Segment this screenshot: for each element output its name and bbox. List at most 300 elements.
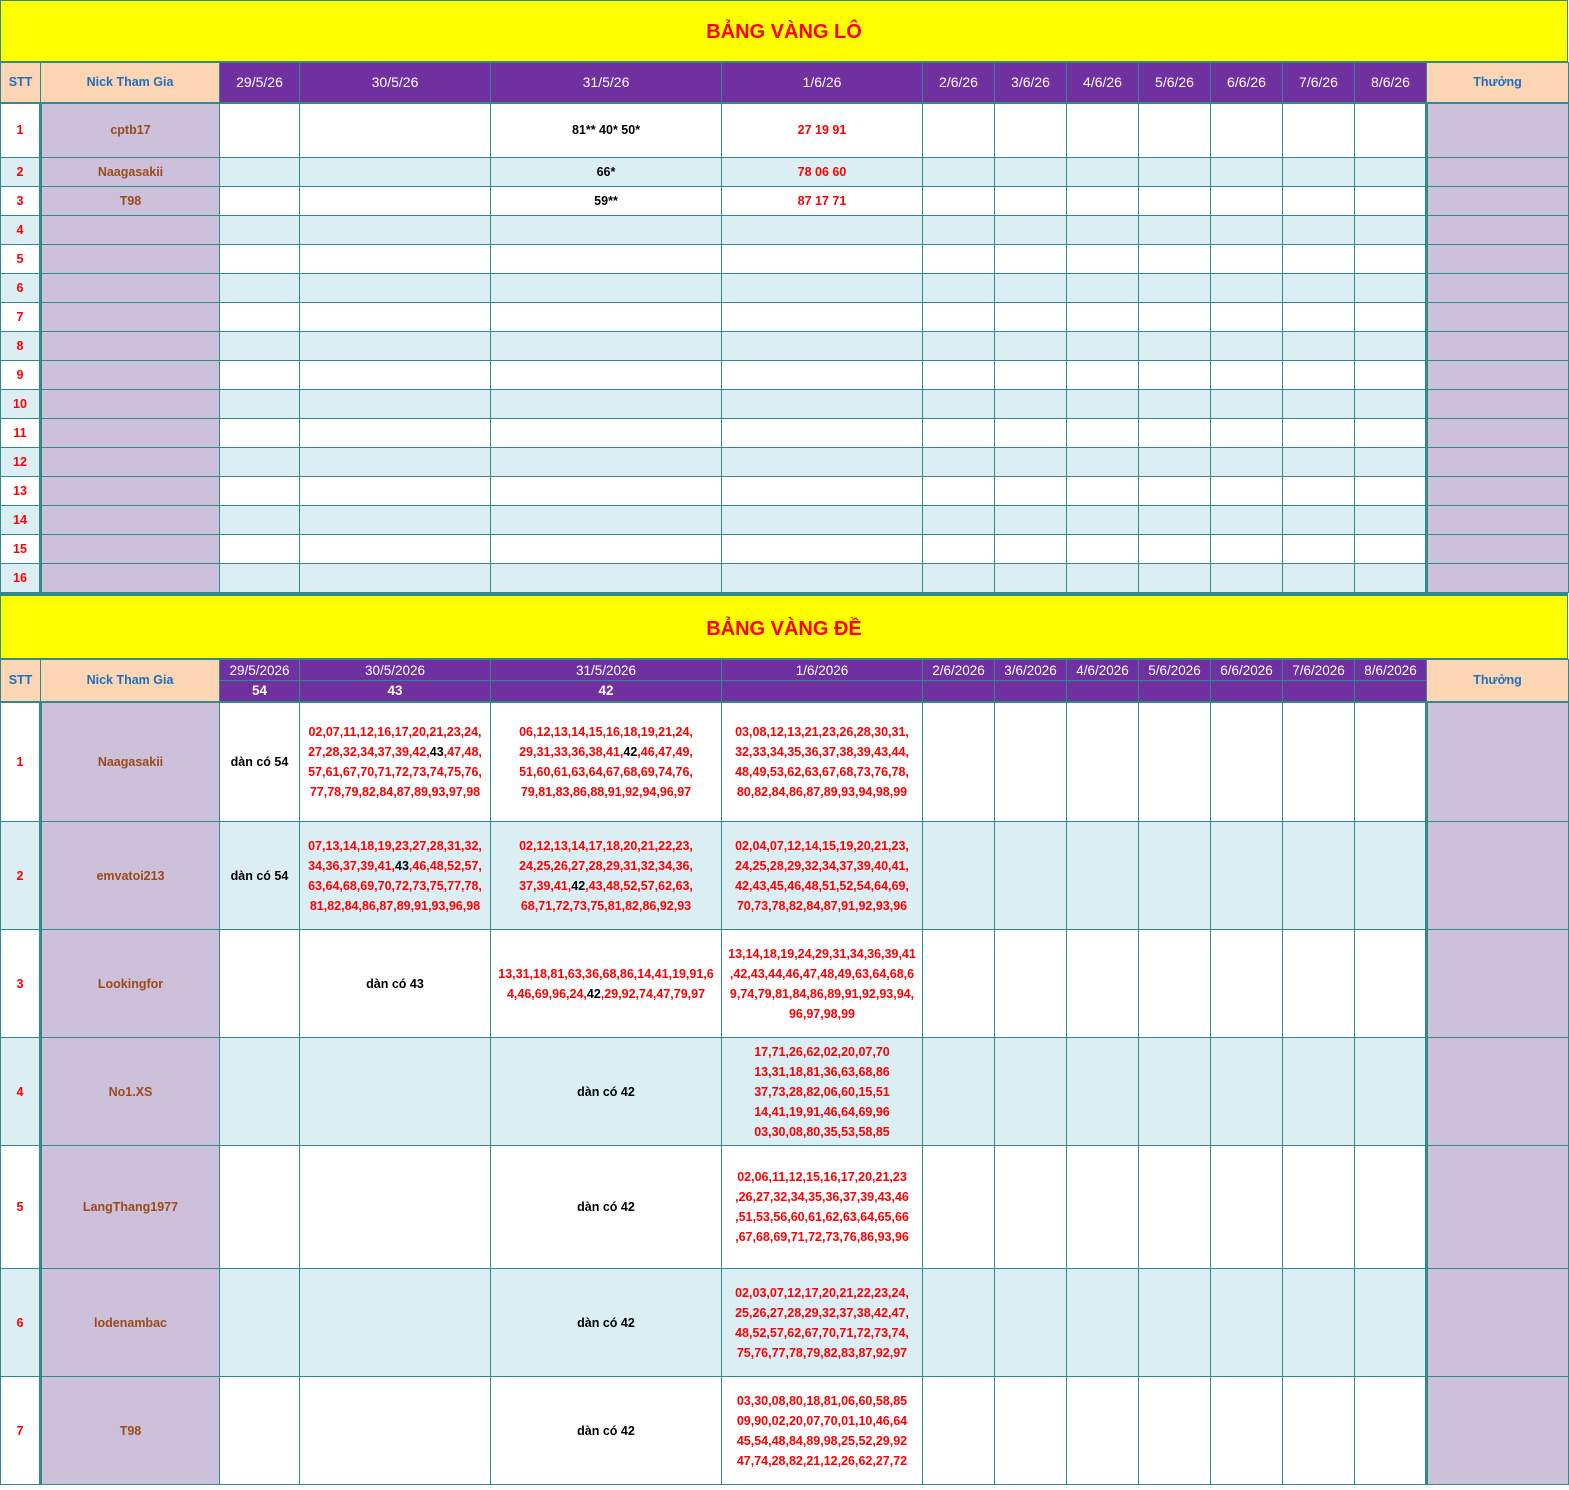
lo-cell-30-5 <box>300 303 491 332</box>
lo-cell-empty <box>1355 419 1427 448</box>
number-segment: 09,90,02,20,07,70,01,10,46,64 <box>736 1413 908 1428</box>
de-cell-30-5 <box>300 1377 491 1485</box>
lo-prize-cell <box>1427 535 1569 564</box>
lo-nick-cell: T98 <box>41 187 220 216</box>
number-segment: 03,08,12,13,21,23,26,28,30,31, <box>735 724 909 739</box>
number-segment: 70,73,78,82,84,87,91,92,93,96 <box>736 898 908 913</box>
lo-header-date: 5/6/26 <box>1139 63 1211 103</box>
lo-cell-empty <box>995 361 1067 390</box>
number-segment: 14,41,19,91,46,64,69,96 <box>754 1104 890 1119</box>
de-header-date: 30/5/2026 <box>300 660 491 681</box>
number-line <box>722 836 922 856</box>
hit-number: 43 <box>429 744 444 759</box>
lo-nick-cell <box>41 390 220 419</box>
de-header-row <box>1 660 1569 681</box>
number-line <box>722 1303 922 1323</box>
de-header-date: 5/6/2026 <box>1139 660 1211 681</box>
de-cell-empty <box>1211 1038 1283 1146</box>
lo-cell-empty <box>1211 216 1283 245</box>
number-line <box>491 984 721 1004</box>
number-list <box>300 836 490 916</box>
number-line <box>722 1227 922 1247</box>
lo-row <box>1 158 1569 187</box>
lo-cell-empty <box>1355 303 1427 332</box>
lo-cell-30-5 <box>300 564 491 593</box>
lo-cell-31-5 <box>491 361 722 390</box>
lo-prize-cell <box>1427 506 1569 535</box>
lo-cell-empty <box>1355 535 1427 564</box>
number-list <box>300 722 490 802</box>
de-header-date: 29/5/2026 <box>220 660 300 681</box>
lo-cell-empty <box>1067 245 1139 274</box>
de-cell-empty <box>1283 1269 1355 1377</box>
lo-cell-empty <box>1067 419 1139 448</box>
de-prize-cell <box>1427 1146 1569 1269</box>
number-line <box>722 984 922 1004</box>
de-cell-empty <box>1139 822 1211 930</box>
lo-cell-empty <box>923 390 995 419</box>
number-line <box>722 722 922 742</box>
lo-cell-30-5 <box>300 274 491 303</box>
de-cell-empty <box>1067 702 1139 822</box>
lo-title: BẢNG VÀNG LÔ <box>0 0 1568 62</box>
lo-cell-1-6 <box>722 274 923 303</box>
lo-cell-empty <box>1211 361 1283 390</box>
hit-number: 42 <box>571 878 586 893</box>
lo-cell-empty <box>1283 477 1355 506</box>
de-header-prize: Thưởng <box>1427 660 1569 702</box>
lo-cell-empty <box>1139 506 1211 535</box>
lo-header-date: 7/6/26 <box>1283 63 1355 103</box>
de-result-row <box>1 681 1569 702</box>
de-stt-cell: 6 <box>1 1269 41 1377</box>
number-list <box>722 722 922 802</box>
lo-cell-empty <box>923 477 995 506</box>
de-cell-1-6 <box>722 1038 923 1146</box>
number-list <box>722 1283 922 1363</box>
lo-cell-29-5 <box>220 419 300 448</box>
lo-cell-empty <box>1139 390 1211 419</box>
de-stt-cell: 3 <box>1 930 41 1038</box>
de-result: 54 <box>220 681 300 702</box>
de-cell-30-5 <box>300 702 491 822</box>
number-line <box>722 782 922 802</box>
lo-cell-empty <box>1283 419 1355 448</box>
lo-prize-cell <box>1427 187 1569 216</box>
lo-header-nick: Nick Tham Gia <box>41 63 220 103</box>
lo-cell-30-5 <box>300 390 491 419</box>
number-segment: ,46,47,49, <box>637 744 693 759</box>
number-segment: 9,74,79,81,84,86,89,91,92,93,94, <box>729 986 915 1001</box>
lo-cell-empty <box>923 419 995 448</box>
de-result <box>1139 681 1211 702</box>
lo-nick-cell <box>41 535 220 564</box>
de-cell-empty <box>1355 1269 1427 1377</box>
lo-cell-empty <box>1139 448 1211 477</box>
lo-row <box>1 535 1569 564</box>
number-segment: 81,82,84,86,87,89,91,93,96,98 <box>309 898 481 913</box>
lo-cell-empty <box>1211 506 1283 535</box>
lo-cell-empty <box>923 103 995 158</box>
number-segment: 34,36,37,39,41, <box>308 858 395 873</box>
lo-cell-29-5 <box>220 216 300 245</box>
lo-prize-cell <box>1427 448 1569 477</box>
number-line <box>722 896 922 916</box>
lo-cell-1-6 <box>722 245 923 274</box>
de-result <box>995 681 1067 702</box>
de-cell-empty <box>995 1269 1067 1377</box>
de-cell-empty <box>995 1146 1067 1269</box>
number-segment: 03,30,08,80,35,53,58,85 <box>754 1124 890 1139</box>
number-line <box>722 1343 922 1363</box>
lo-cell-29-5 <box>220 332 300 361</box>
lo-cell-empty <box>1283 506 1355 535</box>
lo-stt-cell: 10 <box>1 390 41 419</box>
lo-header-date: 29/5/26 <box>220 63 300 103</box>
de-stt-cell: 7 <box>1 1377 41 1485</box>
number-segment: 75,76,77,78,79,82,83,87,92,97 <box>736 1345 908 1360</box>
lo-cell-empty <box>1139 103 1211 158</box>
lo-prize-cell <box>1427 103 1569 158</box>
number-segment: 03,30,08,80,18,81,06,60,58,85 <box>736 1393 908 1408</box>
number-segment: 48,49,53,62,63,67,68,73,76,78, <box>735 764 909 779</box>
de-cell-empty <box>923 1146 995 1269</box>
number-segment: ,26,27,32,34,35,36,37,39,43,46 <box>735 1190 909 1204</box>
lo-cell-empty <box>1283 448 1355 477</box>
de-cell-30-5 <box>300 1146 491 1269</box>
de-result <box>1355 681 1427 702</box>
number-line <box>722 1391 922 1411</box>
lo-stt-cell: 5 <box>1 245 41 274</box>
de-header-nick: Nick Tham Gia <box>41 660 220 702</box>
number-line <box>722 742 922 762</box>
de-cell-empty <box>1067 1038 1139 1146</box>
de-cell-29-5 <box>220 1269 300 1377</box>
lo-row <box>1 303 1569 332</box>
de-prize-cell <box>1427 1377 1569 1485</box>
lo-cell-empty <box>995 332 1067 361</box>
lo-cell-empty <box>1139 535 1211 564</box>
de-cell-empty <box>923 930 995 1038</box>
de-row <box>1 1038 1569 1146</box>
de-cell-empty <box>1139 1038 1211 1146</box>
number-line <box>722 1431 922 1451</box>
number-line <box>491 762 721 782</box>
de-cell-31-5 <box>491 930 722 1038</box>
lo-cell-empty <box>995 303 1067 332</box>
lo-cell-empty <box>1283 274 1355 303</box>
lo-cell-31-5 <box>491 303 722 332</box>
lo-cell-29-5 <box>220 390 300 419</box>
lo-cell-empty <box>1211 332 1283 361</box>
lo-cell-empty <box>995 448 1067 477</box>
lo-header-prize: Thưởng <box>1427 63 1569 103</box>
de-result <box>1283 681 1355 702</box>
lo-cell-empty <box>995 506 1067 535</box>
lo-prize-cell <box>1427 216 1569 245</box>
lo-prize-cell <box>1427 361 1569 390</box>
lo-cell-empty <box>1211 390 1283 419</box>
de-cell-empty <box>923 1269 995 1377</box>
lo-stt-cell: 1 <box>1 103 41 158</box>
lo-cell-31-5 <box>491 448 722 477</box>
number-line <box>491 722 721 742</box>
de-cell-empty <box>1211 1269 1283 1377</box>
lo-cell-30-5 <box>300 245 491 274</box>
lo-cell-empty <box>1355 361 1427 390</box>
de-cell-empty <box>1283 1377 1355 1485</box>
lo-nick-cell <box>41 477 220 506</box>
lo-cell-1-6: 78 06 60 <box>722 158 923 187</box>
lo-cell-empty <box>1355 103 1427 158</box>
number-list <box>722 1042 922 1142</box>
lo-nick-cell <box>41 303 220 332</box>
de-cell-1-6 <box>722 930 923 1038</box>
lo-prize-cell <box>1427 245 1569 274</box>
de-stt-cell: 2 <box>1 822 41 930</box>
de-cell-empty <box>1355 1377 1427 1485</box>
lo-cell-empty <box>1211 245 1283 274</box>
lo-cell-30-5 <box>300 187 491 216</box>
lo-cell-empty <box>1067 477 1139 506</box>
de-nick-cell: Lookingfor <box>41 930 220 1038</box>
de-cell-empty <box>1067 1146 1139 1269</box>
de-cell-empty <box>1139 1269 1211 1377</box>
number-line <box>491 896 721 916</box>
lo-header-date: 31/5/26 <box>491 63 722 103</box>
number-line <box>722 1122 922 1142</box>
lo-cell-empty <box>1067 506 1139 535</box>
number-segment: ,43,48,52,57,62,63, <box>585 878 693 893</box>
de-prize-cell <box>1427 822 1569 930</box>
number-list <box>491 964 721 1004</box>
number-line <box>722 1451 922 1471</box>
lo-cell-empty <box>1211 103 1283 158</box>
number-line <box>722 856 922 876</box>
lo-row <box>1 506 1569 535</box>
lo-cell-empty <box>1211 448 1283 477</box>
de-cell-empty <box>995 1377 1067 1485</box>
de-cell-empty <box>1355 1146 1427 1269</box>
de-cell-1-6 <box>722 1377 923 1485</box>
de-cell-empty <box>1139 1377 1211 1485</box>
number-line <box>722 1411 922 1431</box>
number-segment: 80,82,84,86,87,89,93,94,98,99 <box>736 784 908 799</box>
de-cell-31-5: dàn có 42 <box>491 1038 722 1146</box>
de-cell-empty <box>1355 930 1427 1038</box>
de-row <box>1 930 1569 1038</box>
de-row <box>1 1269 1569 1377</box>
lo-cell-1-6 <box>722 448 923 477</box>
lo-cell-31-5 <box>491 506 722 535</box>
de-cell-empty <box>1283 702 1355 822</box>
lo-cell-empty <box>1139 158 1211 187</box>
number-segment: 48,52,57,62,67,70,71,72,73,74, <box>735 1325 909 1340</box>
de-result <box>1211 681 1283 702</box>
de-cell-empty <box>923 1038 995 1146</box>
lo-header-date: 3/6/26 <box>995 63 1067 103</box>
lo-cell-empty <box>1139 332 1211 361</box>
number-line <box>491 856 721 876</box>
lo-row <box>1 245 1569 274</box>
de-cell-empty <box>1139 702 1211 822</box>
lo-stt-cell: 3 <box>1 187 41 216</box>
de-header-date: 7/6/2026 <box>1283 660 1355 681</box>
de-nick-cell: T98 <box>41 1377 220 1485</box>
lo-nick-cell: cptb17 <box>41 103 220 158</box>
lo-nick-cell <box>41 506 220 535</box>
de-cell-1-6 <box>722 702 923 822</box>
lo-cell-empty <box>1355 158 1427 187</box>
de-cell-29-5: dàn có 54 <box>220 702 300 822</box>
lo-row <box>1 419 1569 448</box>
lo-cell-empty <box>995 245 1067 274</box>
lo-stt-cell: 15 <box>1 535 41 564</box>
lo-cell-31-5 <box>491 216 722 245</box>
lo-cell-empty <box>1067 274 1139 303</box>
de-cell-empty <box>923 822 995 930</box>
de-cell-1-6 <box>722 822 923 930</box>
lo-cell-1-6 <box>722 332 923 361</box>
number-segment: 13,31,18,81,36,63,68,86 <box>754 1064 890 1079</box>
lo-nick-cell <box>41 448 220 477</box>
number-segment: ,42,43,44,46,47,48,49,63,64,68,6 <box>729 966 915 981</box>
lo-nick-cell <box>41 216 220 245</box>
lo-cell-1-6 <box>722 564 923 593</box>
lo-row <box>1 390 1569 419</box>
lo-row <box>1 103 1569 158</box>
lo-stt-cell: 13 <box>1 477 41 506</box>
lo-cell-empty <box>995 564 1067 593</box>
number-segment: 02,04,07,12,14,15,19,20,21,23, <box>735 838 909 853</box>
number-line <box>722 876 922 896</box>
de-cell-31-5: dàn có 42 <box>491 1377 722 1485</box>
lo-cell-29-5 <box>220 535 300 564</box>
de-table <box>0 659 1569 1485</box>
lo-stt-cell: 16 <box>1 564 41 593</box>
number-line <box>300 836 490 856</box>
de-cell-empty <box>1211 1377 1283 1485</box>
de-result <box>923 681 995 702</box>
de-cell-empty <box>1283 930 1355 1038</box>
de-header-date: 8/6/2026 <box>1355 660 1427 681</box>
de-cell-empty <box>1355 1038 1427 1146</box>
lo-cell-29-5 <box>220 303 300 332</box>
lo-cell-29-5 <box>220 506 300 535</box>
de-cell-empty <box>1355 702 1427 822</box>
lo-stt-cell: 2 <box>1 158 41 187</box>
number-line <box>491 836 721 856</box>
lo-header-stt: STT <box>1 63 41 103</box>
number-segment: 77,78,79,82,84,87,89,93,97,98 <box>309 784 481 799</box>
lo-cell-1-6 <box>722 535 923 564</box>
de-header-stt: STT <box>1 660 41 702</box>
number-line <box>722 1187 922 1207</box>
lo-cell-empty <box>923 158 995 187</box>
lo-cell-30-5 <box>300 448 491 477</box>
de-title: BẢNG VÀNG ĐỀ <box>0 593 1568 659</box>
de-nick-cell: LangThang1977 <box>41 1146 220 1269</box>
lo-prize-cell <box>1427 477 1569 506</box>
number-list <box>491 836 721 916</box>
de-nick-cell: lodenambac <box>41 1269 220 1377</box>
lo-cell-29-5 <box>220 274 300 303</box>
number-segment: 02,12,13,14,17,18,20,21,22,23, <box>519 838 693 853</box>
lo-cell-31-5 <box>491 564 722 593</box>
lo-cell-empty <box>1355 274 1427 303</box>
lo-header-date: 30/5/26 <box>300 63 491 103</box>
lo-prize-cell <box>1427 274 1569 303</box>
lo-stt-cell: 12 <box>1 448 41 477</box>
lo-cell-31-5 <box>491 477 722 506</box>
de-cell-31-5 <box>491 822 722 930</box>
lo-cell-31-5 <box>491 274 722 303</box>
number-line <box>300 742 490 762</box>
number-list <box>491 722 721 802</box>
number-list <box>722 1391 922 1471</box>
number-line <box>722 762 922 782</box>
de-cell-empty <box>1283 822 1355 930</box>
de-cell-empty <box>995 930 1067 1038</box>
lo-cell-empty <box>1211 187 1283 216</box>
lo-cell-empty <box>995 216 1067 245</box>
lo-cell-empty <box>1283 187 1355 216</box>
de-result <box>722 681 923 702</box>
de-cell-empty <box>995 702 1067 822</box>
lo-cell-29-5 <box>220 448 300 477</box>
de-cell-empty <box>1067 822 1139 930</box>
number-line <box>300 896 490 916</box>
lo-cell-empty <box>1139 274 1211 303</box>
lo-cell-empty <box>1283 390 1355 419</box>
de-cell-1-6 <box>722 1146 923 1269</box>
lo-cell-empty <box>1283 361 1355 390</box>
lo-cell-empty <box>1067 332 1139 361</box>
number-line <box>300 876 490 896</box>
hit-number: 42 <box>586 986 601 1001</box>
lo-cell-empty <box>923 332 995 361</box>
lo-cell-empty <box>1211 477 1283 506</box>
lo-cell-empty <box>1067 187 1139 216</box>
lo-cell-empty <box>923 506 995 535</box>
number-segment: 02,07,11,12,16,17,20,21,23,24, <box>308 724 482 739</box>
de-row <box>1 702 1569 822</box>
number-line <box>722 944 922 964</box>
lo-cell-empty <box>995 477 1067 506</box>
lo-cell-31-5 <box>491 245 722 274</box>
lo-stt-cell: 9 <box>1 361 41 390</box>
lo-cell-empty <box>1139 564 1211 593</box>
lo-header-date: 1/6/26 <box>722 63 923 103</box>
de-header-date: 1/6/2026 <box>722 660 923 681</box>
lo-cell-31-5: 59** <box>491 187 722 216</box>
lo-cell-empty <box>995 390 1067 419</box>
lo-cell-empty <box>1211 158 1283 187</box>
lo-cell-30-5 <box>300 419 491 448</box>
de-result: 43 <box>300 681 491 702</box>
number-segment: 37,73,28,82,06,60,15,51 <box>754 1084 890 1099</box>
lo-cell-31-5 <box>491 332 722 361</box>
lo-nick-cell: Naagasakii <box>41 158 220 187</box>
de-stt-cell: 5 <box>1 1146 41 1269</box>
lo-cell-empty <box>1283 332 1355 361</box>
lo-prize-cell <box>1427 158 1569 187</box>
lo-cell-empty <box>1211 419 1283 448</box>
lo-cell-empty <box>1283 303 1355 332</box>
lo-cell-empty <box>1355 448 1427 477</box>
lo-cell-31-5 <box>491 535 722 564</box>
de-row <box>1 1146 1569 1269</box>
